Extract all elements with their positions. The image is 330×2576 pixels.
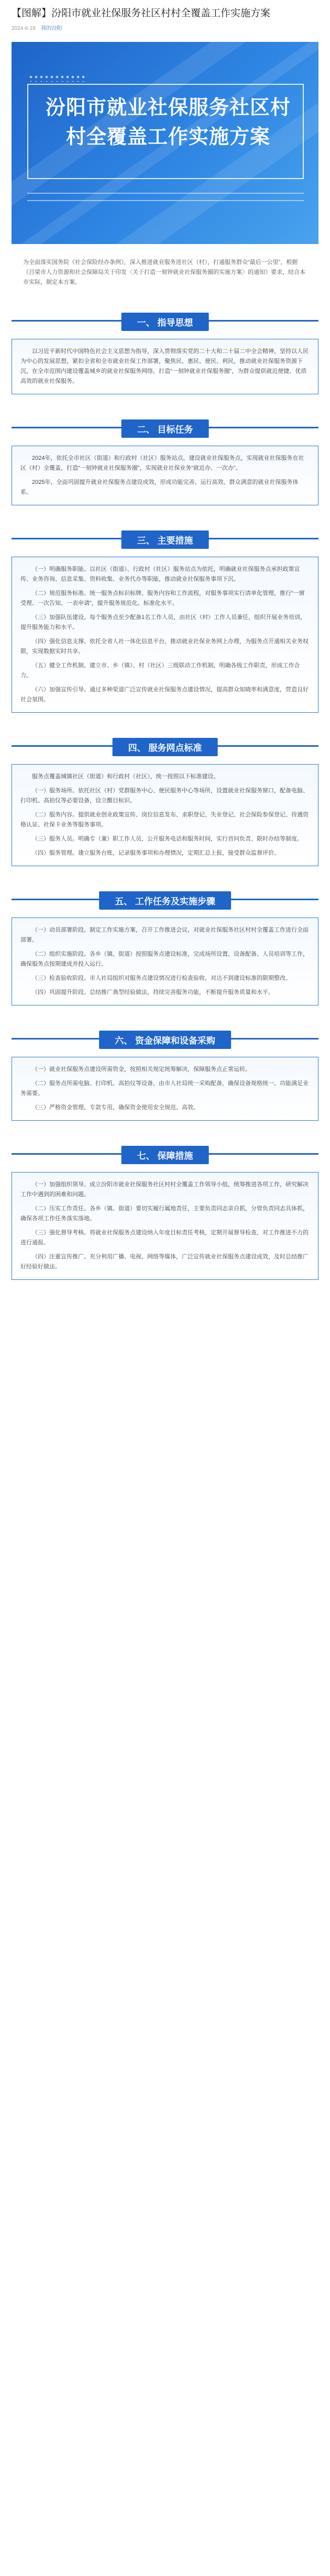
article-meta: [12, 24, 318, 31]
section-paragraph: 2024年，依托全市社区（街道）和行政村（社区）服务站点，建设就业社保服务点，实现就业社保服务在社区（村）全覆盖，打造“一刻钟就业社保服务圈”，实现就业社保业务“就近办、一次办”。: [20, 455, 304, 471]
section-content-card: [12, 1172, 318, 1280]
section-paragraph: （四）巩固提升阶段。总结推广典型经验做法，持续完善服务功能，不断提升服务质量和水平。: [32, 989, 274, 996]
section-paragraph: （一）加强组织领导。成立汾阳市就业社保服务社区村村全覆盖工作领导小组，统筹推进各项工作，研究解决工作中遇到的困难和问题。: [20, 1181, 309, 1198]
section-content-card: [12, 339, 318, 394]
section-paragraph: （二）压实工作责任。各乡（镇、街道）要切实履行属地责任，主要负责同志亲自抓，分管负责同志具体抓，确保各项工作任务落实落地。: [20, 1205, 309, 1222]
hero-title-line-1: 汾阳市就业社保服务社区村: [45, 96, 291, 119]
decorative-dots: [28, 74, 86, 82]
section-paragraph: （一）动员部署阶段。制定工作实施方案，召开工作推进会议，对就业社保服务社区村村全覆盖工作进行全面部署。: [20, 926, 309, 943]
section-content-card: [12, 446, 318, 505]
section-paragraph: 服务点覆盖城镇社区（街道）和行政村（社区），统一按照以下标准建设。: [32, 773, 219, 780]
section-paragraph: （一）明确服务职能。以社区（街道）、行政村（社区）服务站点为依托，明确就业社保服务点承担政策宣传、业务咨询、信息采集、资料收集、业务代办等职能，推动就业社保服务事项下沉。: [20, 566, 300, 582]
section-heading: [12, 417, 318, 438]
article-title: 【图解】汾阳市就业社保服务社区村村全覆盖工作实施方案: [12, 8, 271, 19]
source-link[interactable]: 我的汾阳: [41, 25, 62, 31]
section-paragraph: （三）加强队伍建设。每个服务点至少配备1名工作人员，由社区（村）工作人员兼任，组织开展业务培训，提升服务能力和水平。: [20, 614, 306, 631]
section-paragraph: （一）服务场所。依托社区（村）党群服务中心、便民服务中心等场所，设置就业社保服务窗口，配备电脑、打印机、高拍仪等必要设备，设立醒目标识。: [20, 787, 309, 804]
section-title: 五、 工作任务及实施步骤: [99, 891, 231, 910]
section-title: 三、 主要措施: [122, 530, 209, 549]
section-heading: [12, 1029, 318, 1049]
section-heading: [12, 528, 318, 549]
decorative-lines: [27, 193, 304, 201]
section-2: [12, 417, 318, 505]
intro-paragraph: 为全面落实国务院《社会保险经办条例》，深入推进就业服务进社区（村），打通服务群众“最后一公里”，根据《吕梁市人力资源和社会保障局关于印发〈关于打造一刻钟就业社保服务圈的实施方案〉的通知》要求，结合本市实际，制定本方案。: [23, 259, 305, 285]
hero-title: [32, 93, 304, 152]
section-content-card: [12, 1057, 318, 1121]
section-content-card: [12, 917, 318, 1005]
section-paragraph: （三）严格资金管理，专款专用，确保资金使用安全规范、高效。: [32, 1104, 199, 1111]
section-paragraph: 2025年，全面巩固提升就业社保服务点建设成效，形成功能完善、运行高效、群众满意的就业社保服务体系。: [20, 479, 299, 495]
section-heading: [12, 889, 318, 910]
section-paragraph: （一）就业社保服务点建设所需资金，按照相关规定统筹解决，保障服务点正常运转。: [32, 1066, 251, 1073]
section-heading: [12, 736, 318, 757]
section-paragraph: （五）健全工作机制。建立市、乡（镇）、村（社区）三级联动工作机制，明确各级工作职责，形成工作合力。: [20, 662, 300, 679]
section-paragraph: 以习近平新时代中国特色社会主义思想为指导，深入贯彻落实党的二十大和二十届二中全会精神，坚持以人民为中心的发展思想，紧扣全省和全市就业社保工作部署，聚焦民、惠民、便民、利民，推动就业社保服务资源下沉，在全市范围内建设覆盖城乡的就业社保服务网络，打造“一刻钟就业社保服务圈”，为群众提供就近便捷、优质高效的就业社保服务。: [20, 348, 309, 384]
section-5: [12, 889, 318, 1005]
section-paragraph: （二）规范服务标准。统一服务点标识标牌、服务内容和工作流程，对服务事项实行清单化管理，推行“一窗受理、一次告知、一表申请”，提升服务规范化、标准化水平。: [20, 590, 305, 606]
section-paragraph: （三）强化督导考核。将就业社保服务点建设纳入年度目标责任考核，定期开展督导检查，对工作推进不力的进行通报。: [20, 1229, 309, 1246]
section-content-card: [12, 764, 318, 866]
section-title: 一、 指导思想: [122, 313, 209, 331]
section-7: [12, 1144, 318, 1280]
section-content-card: [12, 557, 318, 713]
section-paragraph: （二）服务内容。提供就业创业政策宣传、岗位信息发布、求职登记、失业登记、社会保险参保登记、待遇资格认证、社保卡业务等服务事项。: [20, 811, 309, 828]
section-title: 二、 目标任务: [122, 419, 209, 438]
section-3: [12, 528, 318, 713]
article-header: [0, 0, 330, 35]
section-1: [12, 311, 318, 394]
section-title: 六、 资金保障和设备采购: [99, 1031, 231, 1049]
section-4: [12, 736, 318, 866]
section-paragraph: （六）加强宣传引导。通过多种渠道广泛宣传就业社保服务点建设情况，提高群众知晓率和满意度，营造良好社会氛围。: [20, 686, 309, 703]
hero-title-line-2: 村全覆盖工作实施方案: [65, 126, 270, 148]
section-paragraph: （四）注重宣传推广。充分利用广播、电视、网络等媒体，广泛宣传就业社保服务点建设成效，及时总结推广好经验好做法。: [20, 1253, 309, 1270]
section-paragraph: （四）强化信息支撑。依托全省人社一体化信息平台，推动就业社保业务网上办理，为服务点开通相关业务权限，实现数据实时共享。: [20, 638, 309, 655]
section-heading: [12, 1144, 318, 1165]
section-paragraph: （三）服务人员。明确专（兼）职工作人员，公开服务电话和服务时间，实行首问负责、限时办结等制度。: [32, 835, 303, 842]
section-paragraph: （二）服务点所需电脑、打印机、高拍仪等设备，由市人社局统一采购配备，确保设备规格统一、功能满足业务需要。: [20, 1080, 309, 1097]
section-paragraph: （三）检查验收阶段。市人社局组织对服务点建设情况进行检查验收，对达不到建设标准的限期整改。: [32, 975, 291, 981]
section-paragraph: （四）服务管理。建立服务台账，记录服务事项和办理情况，定期汇总上报，接受群众监督评价。: [32, 849, 280, 856]
section-heading: [12, 311, 318, 331]
publish-date: 2024-6-19: [12, 25, 36, 31]
hero-banner: [12, 42, 318, 244]
section-paragraph: （二）组织实施阶段。各乡（镇、街道）按照服务点建设标准，完成场所设置、设备配备、人员培训等工作，确保服务点按期建成并投入运行。: [20, 950, 309, 967]
section-title: 七、 保障措施: [122, 1146, 209, 1164]
section-6: [12, 1029, 318, 1121]
section-title: 四、 服务网点标准: [113, 738, 218, 756]
